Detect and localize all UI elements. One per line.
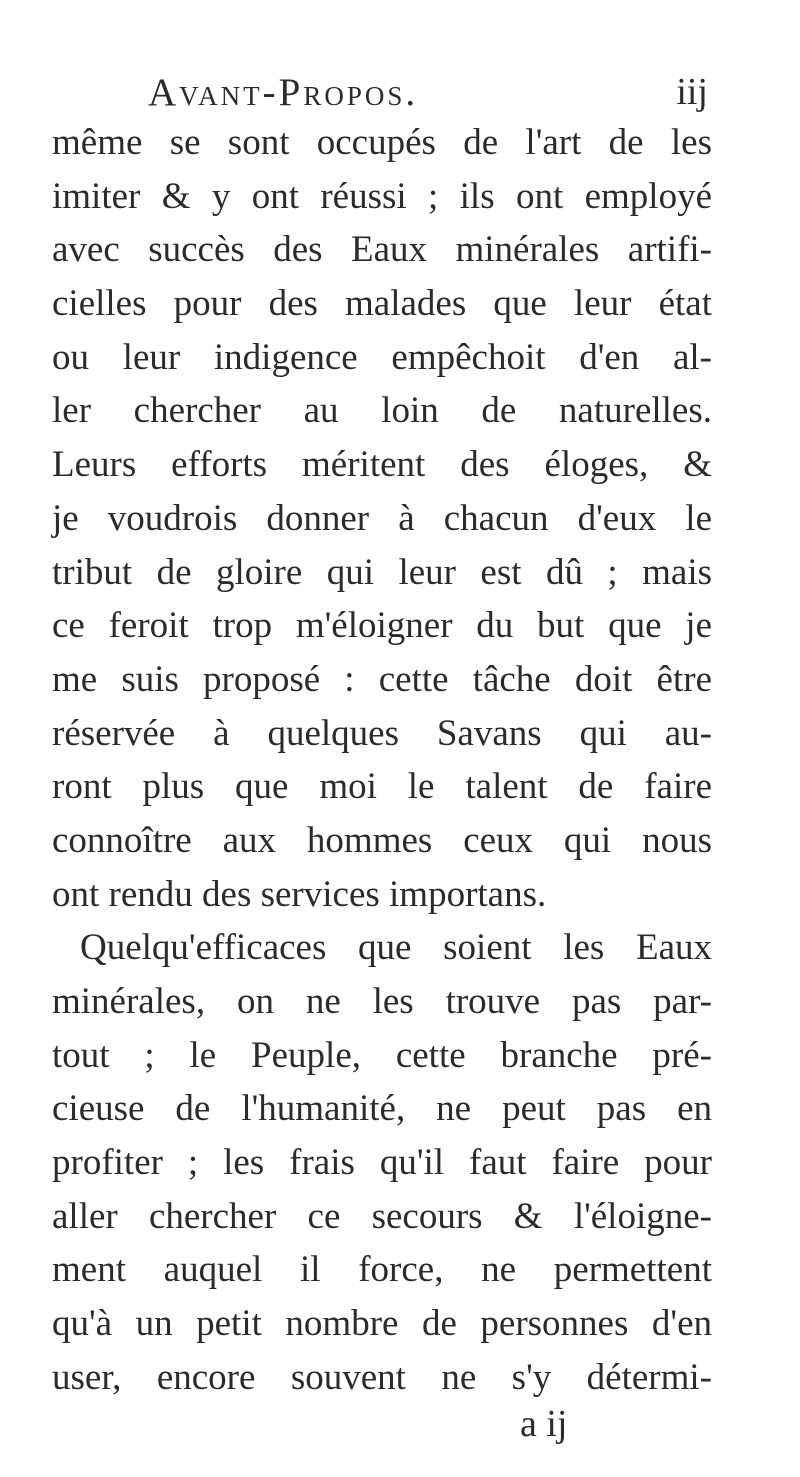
running-title: Avant-Propos. [148,71,419,114]
text-line: minérales, on ne les trouve pas par- [52,981,712,1022]
text-line: connoître aux hommes ceux qui nous [52,819,712,861]
text-line: ou leur indigence empêchoit d'en al- [52,336,712,378]
text-line: je voudrois donner à chacun d'eux le [52,497,712,539]
text-line-paragraph-start: Quelqu'efficaces que soient les Eaux [80,927,712,969]
text-line: avec succès des Eaux minérales artifi- [52,229,712,271]
text-line: tout ; le Peuple, cette branche pré- [52,1034,712,1076]
text-line: ment auquel il force, ne permettent [52,1249,712,1291]
text-line: tribut de gloire qui leur est dû ; mais [52,551,712,593]
text-line: ler chercher au loin de naturelles. [52,390,712,432]
page-number: iij [676,71,708,113]
text-line-paragraph-end: ont rendu des services importans. [52,873,547,915]
text-line: user, encore souvent ne s'y détermi- [52,1356,712,1398]
text-line: réservée à quelques Savans qui au- [52,712,712,754]
text-line: me suis proposé : cette tâche doit être [52,658,712,700]
signature-mark: a ij [520,1403,568,1445]
text-line: aller chercher ce secours & l'éloigne- [52,1195,712,1237]
text-line: cielles pour des malades que leur état [52,283,712,325]
text-line: ce feroit trop m'éloigner du but que je [52,605,712,647]
running-head [148,70,708,118]
text-line: cieuse de l'humanité, ne peut pas en [52,1088,712,1130]
text-line: qu'à un petit nombre de personnes d'en [52,1303,712,1345]
text-line: ront plus que moi le talent de faire [52,766,712,808]
text-line: imiter & y ont réussi ; ils ont employé [52,175,712,217]
text-line: Leurs efforts méritent des éloges, & [52,444,712,486]
text-line: même se sont occupés de l'art de les [52,122,712,163]
body-text [52,116,712,1405]
text-line: profiter ; les frais qu'il faut faire pour [52,1142,712,1184]
